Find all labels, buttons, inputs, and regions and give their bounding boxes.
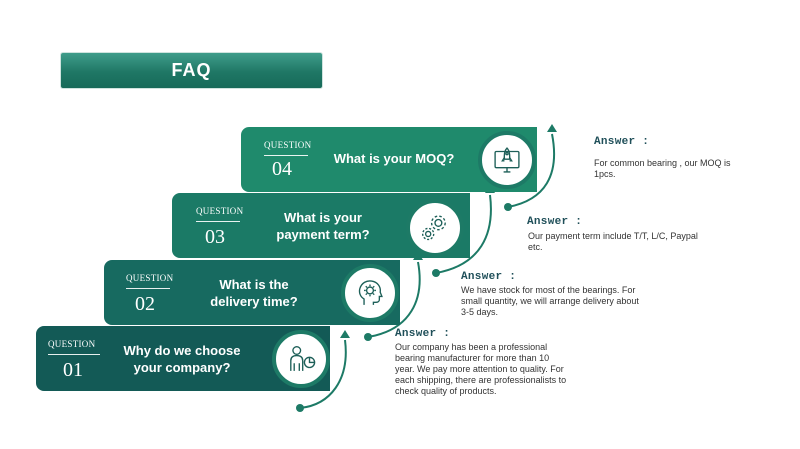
question-divider (264, 155, 308, 156)
faq-title: FAQ (171, 60, 212, 80)
question-text: What is the delivery time? (210, 277, 298, 309)
question-label: QUESTION (196, 206, 244, 216)
rocket-monitor-icon (490, 143, 524, 177)
question-divider (48, 354, 100, 355)
question-number: 04 (272, 158, 292, 180)
question-label: QUESTION (126, 273, 174, 283)
question-number: 03 (205, 226, 225, 248)
answer-text-04: For common bearing , our MOQ is 1pcs. (594, 158, 731, 179)
head-gear-icon (353, 276, 387, 310)
icon-circle-01 (272, 330, 330, 388)
icon-circle-02 (341, 264, 399, 322)
question-number: 02 (135, 293, 155, 315)
question-divider (196, 221, 240, 222)
person-chart-icon (284, 342, 318, 376)
question-label: QUESTION (48, 339, 96, 349)
question-divider (126, 288, 170, 289)
question-label: QUESTION (264, 140, 312, 150)
answer-title-04: Answer : (594, 136, 650, 148)
gears-icon (418, 211, 452, 245)
question-text: What is your payment term? (276, 210, 370, 242)
answer-text-03: Our payment term include T/T, L/C, Paypal etc. (528, 231, 698, 252)
answer-title-03: Answer : (527, 216, 583, 228)
answer-title-02: Answer : (461, 271, 517, 283)
question-text: Why do we choose your company? (123, 343, 241, 375)
answer-title-01: Answer : (395, 328, 451, 340)
icon-circle-04 (478, 131, 536, 189)
answer-text-02: We have stock for most of the bearings. For small quantity, we will arrange delivery about 3-5 days. (461, 285, 639, 317)
question-number: 01 (63, 359, 83, 381)
icon-circle-03 (406, 199, 464, 257)
question-text: What is your MOQ? (333, 151, 455, 166)
answer-text-01: Our company has been a professional bearing manufacturer for more than 10 year. We pay more attention to quality. For each shipping, there are professionalists to check quality of products. (395, 342, 567, 396)
